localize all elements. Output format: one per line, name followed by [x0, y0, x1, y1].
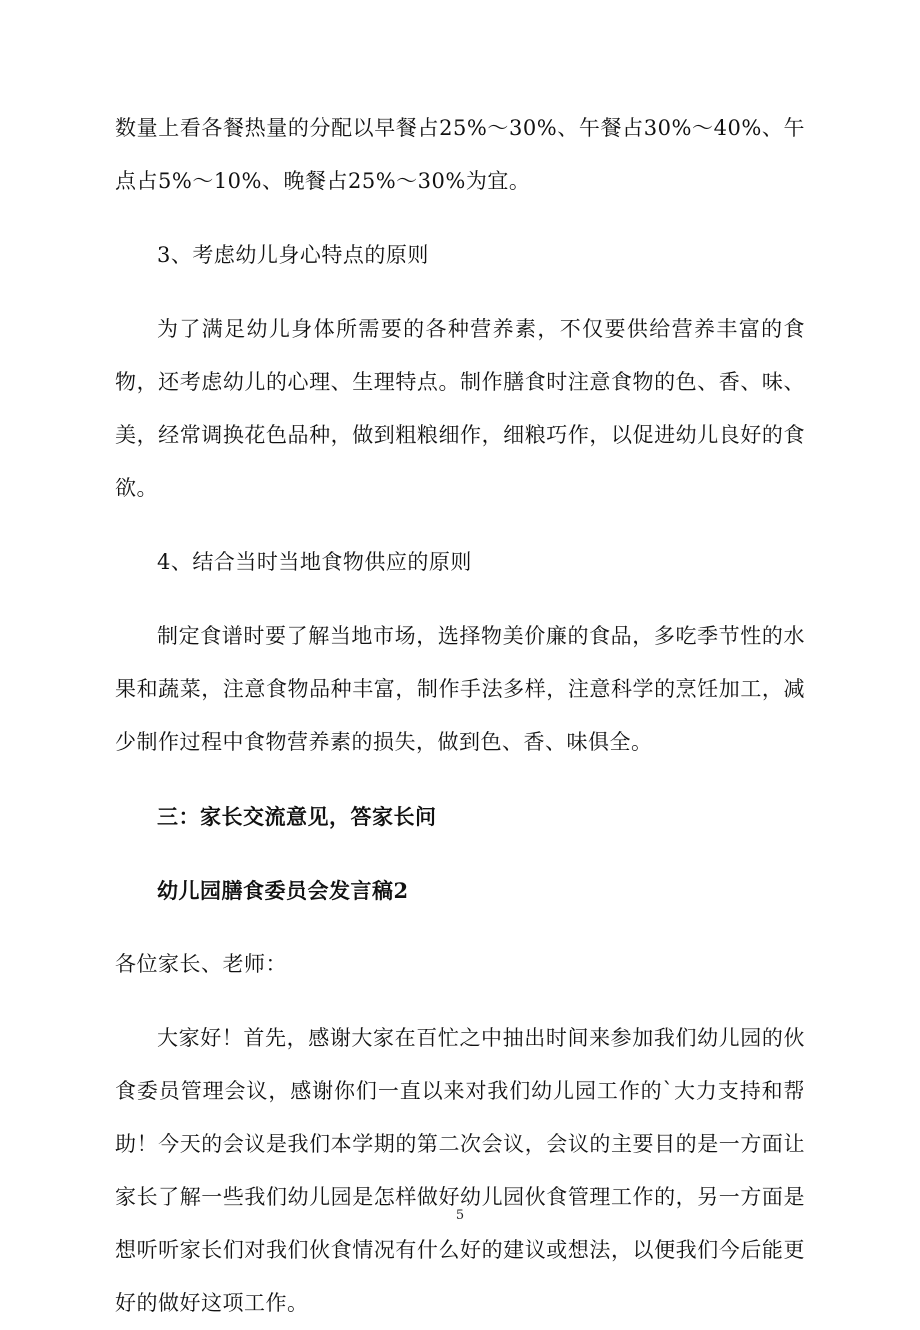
page-number: 5	[455, 1208, 465, 1223]
heading-principle-4: 4、结合当时当地食物供应的原则	[157, 550, 472, 574]
paragraph-principle-3: 为了满足幼儿身体所需要的各种营养素，不仅要供给营养丰富的食物，还考虑幼儿的心理、生理特点。制作膳食时注意食物的色、香、味、美，经常调换花色品种，做到粗粮细作，细粮巧作，以促进幼儿良好的食欲。	[115, 317, 805, 500]
paragraph-meal-energy-distribution: 数量上看各餐热量的分配以早餐占25%～30%、午餐占30%～40%、午点占5%～10%、晚餐占25%～30%为宜。	[115, 116, 805, 193]
speech-title-2: 幼儿园膳食委员会发言稿2	[157, 878, 409, 903]
salutation: 各位家长、老师：	[115, 952, 287, 976]
paragraph-principle-4: 制定食谱时要了解当地市场，选择物美价廉的食品，多吃季节性的水果和蔬菜，注意食物品种丰富，制作手法多样，注意科学的烹饪加工，减少制作过程中食物营养素的损失，做到色、香、味俱全。	[115, 624, 805, 754]
heading-principle-3: 3、考虑幼儿身心特点的原则	[157, 243, 429, 267]
paragraph-opening-remarks: 大家好！首先，感谢大家在百忙之中抽出时间来参加我们幼儿园的伙食委员管理会议，感谢你们一直以来对我们幼儿园工作的`大力支持和帮助！今天的会议是我们本学期的第二次会议，会议的主要目的是一方面让家长了解一些我们幼儿园是怎样做好幼儿园伙食管理工作的，另一方面是想听听家长们对我们伙食情况有什么好的建议或想法，以便我们今后能更好的做好这项工作。	[115, 1026, 805, 1315]
section-heading-parent-exchange: 三：家长交流意见，答家长问	[157, 804, 437, 829]
document-body	[115, 102, 805, 1330]
